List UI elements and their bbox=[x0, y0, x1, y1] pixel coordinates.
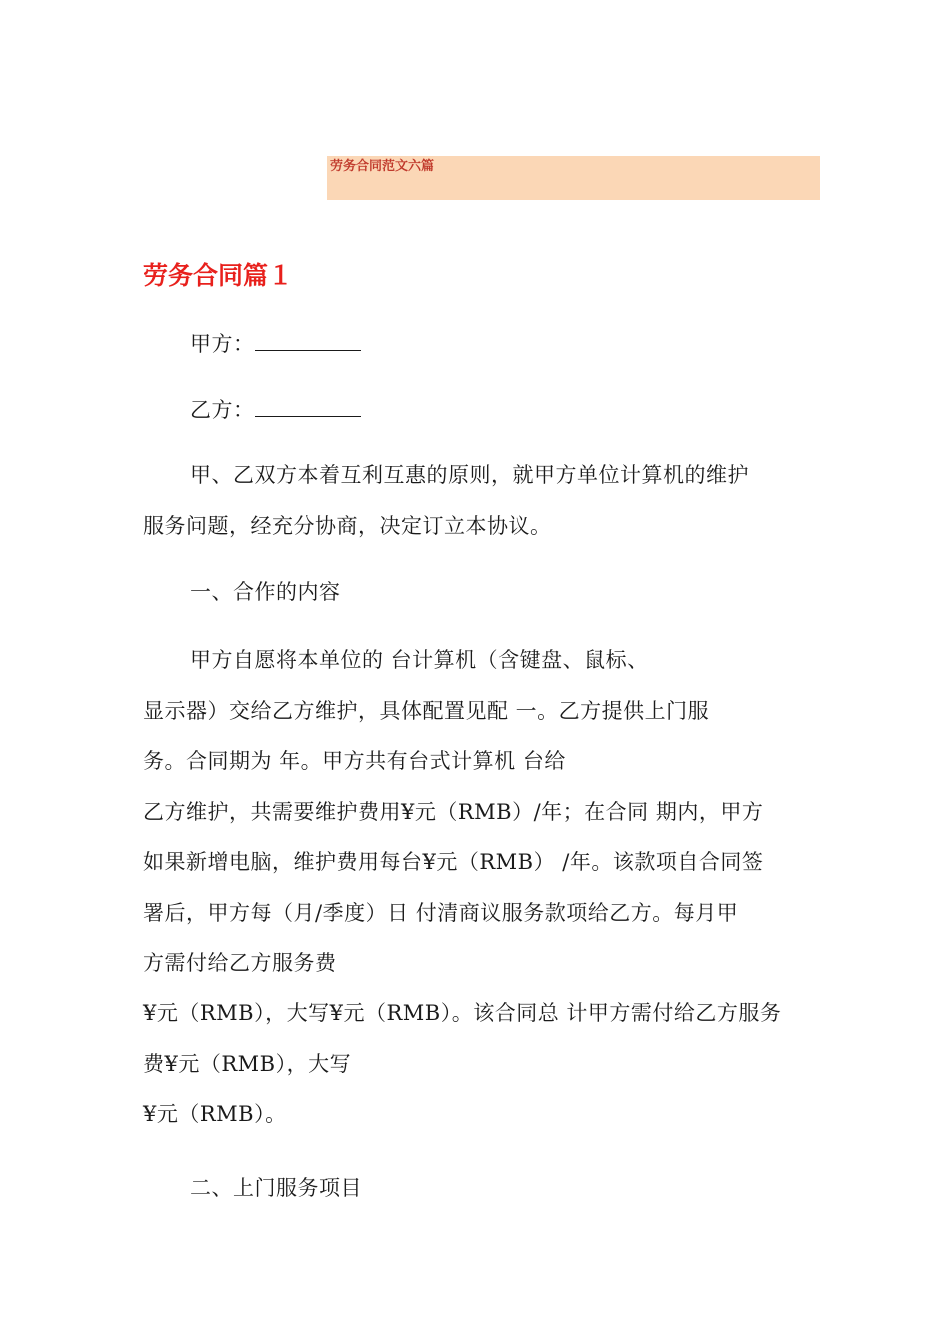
intro-paragraph-line-2: 服务问题，经充分协商，决定订立本协议。 bbox=[143, 514, 552, 538]
section-heading: 劳务合同篇１ bbox=[143, 261, 294, 290]
clause-1-line: 务。合同期为 年。甲方共有台式计算机 台给 bbox=[143, 749, 566, 773]
header-banner bbox=[327, 156, 820, 200]
clause-1-line: ¥元（RMB）。 bbox=[143, 1102, 287, 1126]
party-b-label: 乙方： bbox=[190, 398, 255, 422]
clause-1-title: 一、合作的内容 bbox=[190, 580, 341, 604]
party-a-blank bbox=[255, 328, 361, 351]
party-a-label: 甲方： bbox=[190, 332, 255, 356]
clause-1-line: 方需付给乙方服务费 bbox=[143, 951, 337, 975]
clause-1-line: ¥元（RMB），大写¥元（RMB）。该合同总 计甲方需付给乙方服务 bbox=[143, 1001, 782, 1025]
clause-1-line: 显示器）交给乙方维护，具体配置见配 一。乙方提供上门服 bbox=[143, 699, 710, 723]
clause-1-line: 如果新增电脑，维护费用每台¥元（RMB） /年。该款项自合同签 bbox=[143, 850, 764, 874]
document-title: 劳务合同范文六篇 bbox=[330, 159, 435, 174]
party-a-line bbox=[190, 328, 361, 359]
intro-paragraph-line-1: 甲、乙双方本着互利互惠的原则，就甲方单位计算机的维护 bbox=[190, 463, 749, 487]
clause-2-title: 二、上门服务项目 bbox=[190, 1176, 362, 1200]
party-b-line bbox=[190, 394, 361, 425]
party-b-blank bbox=[255, 394, 361, 417]
clause-1-line: 乙方维护，共需要维护费用¥元（RMB）/年；在合同 期内，甲方 bbox=[143, 800, 764, 824]
clause-1-line: 甲方自愿将本单位的 台计算机（含键盘、鼠标、 bbox=[190, 648, 649, 672]
clause-1-line: 署后，甲方每（月/季度）日 付清商议服务款项给乙方。每月甲 bbox=[143, 901, 739, 925]
clause-1-line: 费¥元（RMB），大写 bbox=[143, 1052, 352, 1076]
